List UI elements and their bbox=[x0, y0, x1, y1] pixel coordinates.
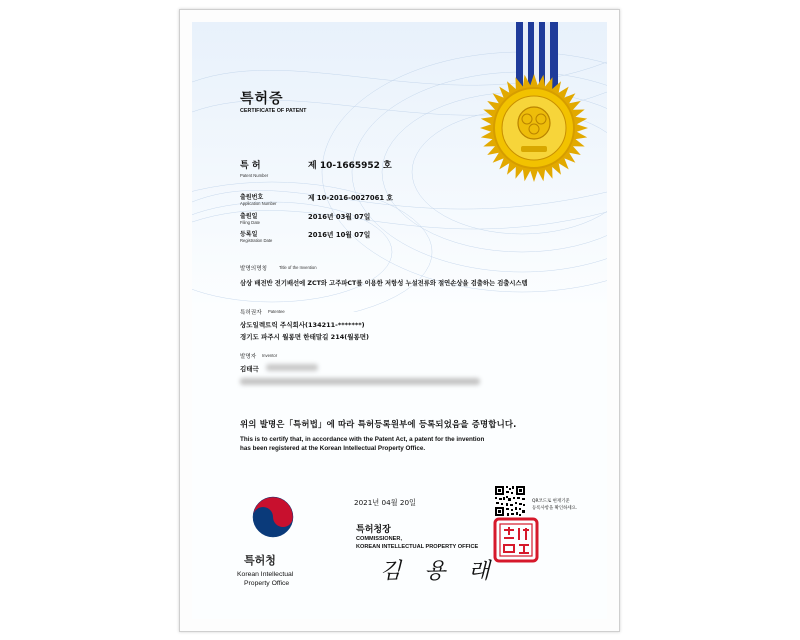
office-name-ko: 특허청 bbox=[244, 554, 276, 567]
office-name-en-1: Korean Intellectual bbox=[237, 571, 294, 578]
patentee-name: 상도일렉트릭 주식회사(134211-*******) bbox=[240, 321, 365, 329]
commissioner-title-en-1: COMMISSIONER, bbox=[356, 536, 402, 542]
certificate-body bbox=[192, 22, 607, 619]
qr-code-icon[interactable] bbox=[494, 485, 526, 517]
official-stamp-icon bbox=[492, 516, 540, 564]
redacted-inventor-address bbox=[240, 378, 480, 385]
patentee-address: 경기도 파주시 월롱면 한태말길 214(월롱면) bbox=[240, 333, 370, 341]
certificate-title: 특허증 bbox=[240, 91, 284, 107]
filing-label: 출원일 bbox=[240, 213, 258, 220]
commissioner-title-en-2: KOREAN INTELLECTUAL PROPERTY OFFICE bbox=[356, 544, 479, 550]
certification-statement-en-2: has been registered at the Korean Intellectual Property Office. bbox=[240, 445, 426, 452]
registration-date: 2016년 10월 07일 bbox=[308, 231, 371, 239]
invention-title: 삼상 배전반 전기배선에 ZCT와 고주파CT를 이용한 저항성 누설전류와 절연손상을 검출하는 검출시스템 bbox=[240, 280, 528, 287]
patent-label: 특 허 bbox=[240, 161, 261, 171]
issue-date: 2021년 04월 20일 bbox=[354, 498, 416, 507]
filing-date: 2016년 03월 07일 bbox=[308, 213, 371, 221]
invention-label: 발명의명칭 bbox=[240, 266, 268, 272]
redacted-inventor-id bbox=[266, 364, 318, 371]
patent-label-en: Patent Number bbox=[240, 173, 269, 178]
certification-statement-ko: 위의 발명은「특허법」에 따라 특허등록원부에 등록되었음을 증명합니다. bbox=[240, 419, 517, 429]
patentee-label-en: Patentee bbox=[268, 309, 285, 314]
kipo-taegeuk-logo-icon bbox=[252, 496, 294, 538]
certificate-title-en: CERTIFICATE OF PATENT bbox=[240, 108, 307, 114]
registration-label-en: Registration Date bbox=[240, 238, 273, 243]
qr-note-line-1: QR코드로 현재기준 bbox=[532, 499, 570, 504]
application-number: 제 10-2016-0027061 호 bbox=[308, 194, 393, 202]
office-name-en-2: Property Office bbox=[244, 580, 290, 587]
invention-label-en: Title of the Invention bbox=[279, 265, 317, 270]
filing-label-en: Filing Date bbox=[240, 220, 261, 225]
gold-seal-icon bbox=[479, 73, 589, 183]
qr-note-line-2: 등록사항을 확인하세요. bbox=[532, 506, 578, 511]
commissioner-title: 특허청장 bbox=[356, 525, 391, 535]
commissioner-signature: 김 용 래 bbox=[380, 559, 498, 584]
registration-label: 등록일 bbox=[240, 231, 258, 238]
patent-number: 제 10-1665952 호 bbox=[308, 161, 392, 171]
certification-statement-en-1: This is to certify that, in accordance with the Patent Act, a patent for the invention bbox=[240, 436, 485, 443]
inventor-label-en: Inventor bbox=[262, 353, 278, 358]
application-label-en: Application Number bbox=[240, 201, 277, 206]
inventor-label: 발명자 bbox=[240, 354, 257, 360]
patentee-label: 특허권자 bbox=[240, 310, 262, 316]
application-label: 출원번호 bbox=[240, 194, 264, 201]
inventor-name: 김태극 bbox=[240, 365, 259, 373]
certificate-sheet bbox=[179, 9, 620, 632]
